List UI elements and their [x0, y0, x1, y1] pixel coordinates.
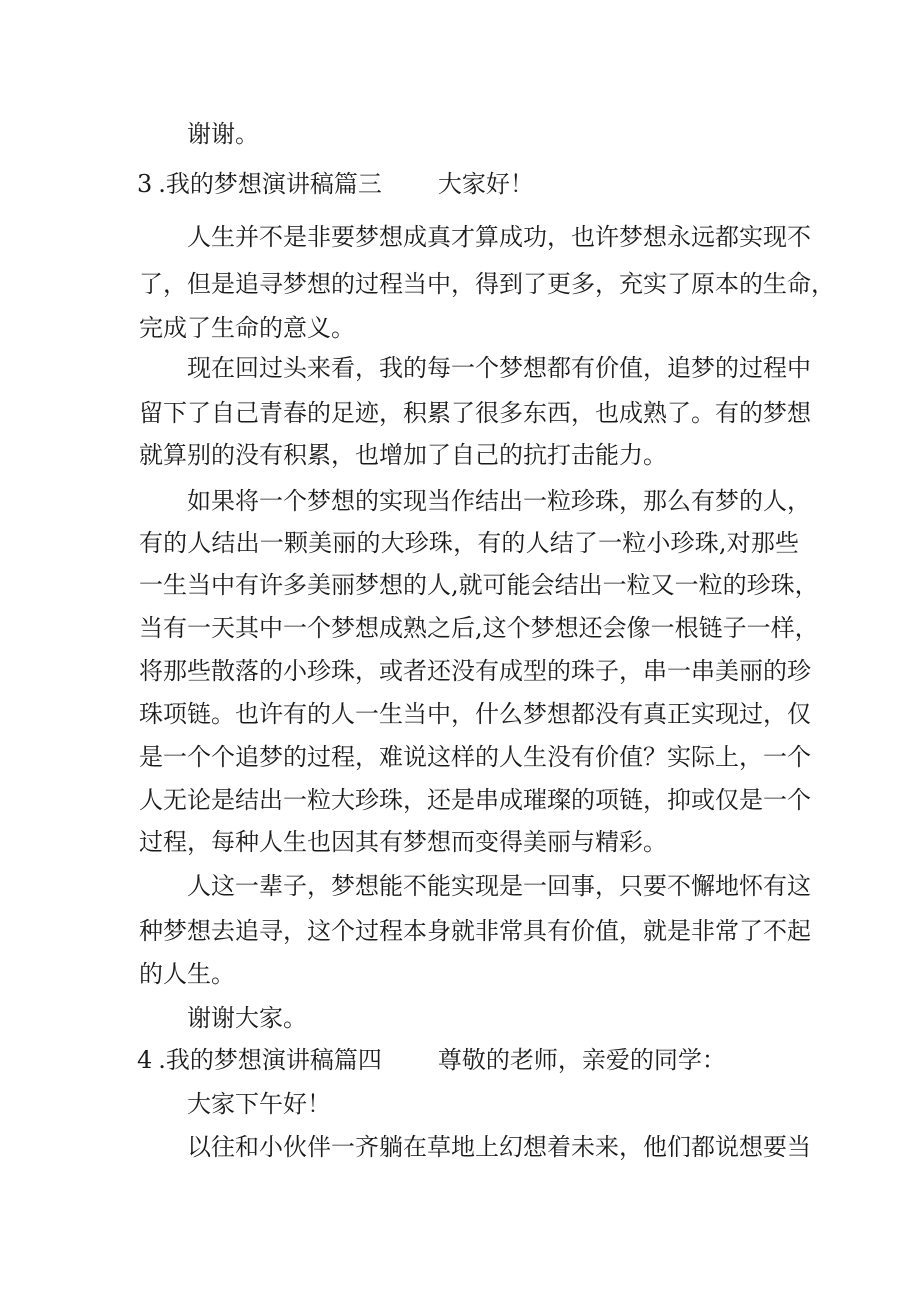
paragraph-line: 将那些散落的小珍珠，或者还没有成型的珠子，串一串美丽的珍	[139, 657, 811, 685]
closing-thanks-line: 谢谢大家。	[187, 1004, 307, 1032]
paragraph-line: 一生当中有许多美丽梦想的人,就可能会结出一粒又一粒的珍珠，	[139, 571, 819, 599]
paragraph-line: 种梦想去追寻，这个过程本身就非常具有价值，就是非常了不起	[139, 917, 811, 945]
paragraph-line: 如果将一个梦想的实现当作结出一粒珍珠，那么有梦的人，	[187, 487, 811, 515]
section-heading-3	[137, 166, 797, 202]
paragraph-line: 人生并不是非要梦想成真才算成功，也许梦想永远都实现不	[187, 223, 811, 251]
section-heading-4	[137, 1042, 797, 1078]
section-greeting: 大家好！	[437, 170, 534, 198]
paragraph-line: 以往和小伙伴一齐躺在草地上幻想着未来，他们都说想要当	[187, 1133, 811, 1161]
paragraph-line: 珠项链。也许有的人一生当中，什么梦想都没有真正实现过，仅	[139, 700, 811, 728]
paragraph-line: 人这一辈子，梦想能不能实现是一回事，只要不懈地怀有这	[187, 872, 811, 900]
paragraph-line: 是一个个追梦的过程，难说这样的人生没有价值？实际上，一个	[139, 743, 811, 771]
section-greeting: 尊敬的老师，亲爱的同学：	[437, 1046, 726, 1074]
paragraph-line: 过程，每种人生也因其有梦想而变得美丽与精彩。	[139, 828, 667, 856]
section-number: 3	[137, 170, 153, 198]
closing-thanks-line: 谢谢。	[187, 120, 259, 148]
paragraph-line: 了，但是追寻梦想的过程当中，得到了更多，充实了原本的生命，	[139, 270, 835, 298]
paragraph-line: 就算别的没有积累，也增加了自己的抗打击能力。	[139, 441, 667, 469]
section-title: .我的梦想演讲稿篇四	[158, 1046, 382, 1074]
section-title: .我的梦想演讲稿篇三	[158, 170, 382, 198]
paragraph-line: 有的人结出一颗美丽的大珍珠，有的人结了一粒小珍珠,对那些	[139, 529, 799, 557]
paragraph-line: 当有一天其中一个梦想成熟之后,这个梦想还会像一根链子一样，	[139, 614, 819, 642]
paragraph-line: 人无论是结出一粒大珍珠，还是串成璀璨的项链，抑或仅是一个	[139, 786, 811, 814]
greeting-line: 大家下午好！	[187, 1090, 331, 1118]
section-number: 4	[137, 1046, 153, 1074]
paragraph-line: 留下了自己青春的足迹，积累了很多东西，也成熟了。有的梦想	[139, 399, 811, 427]
paragraph-line: 完成了生命的意义。	[139, 314, 355, 342]
paragraph-line: 现在回过头来看，我的每一个梦想都有价值，追梦的过程中	[187, 354, 811, 382]
paragraph-line: 的人生。	[139, 960, 235, 988]
